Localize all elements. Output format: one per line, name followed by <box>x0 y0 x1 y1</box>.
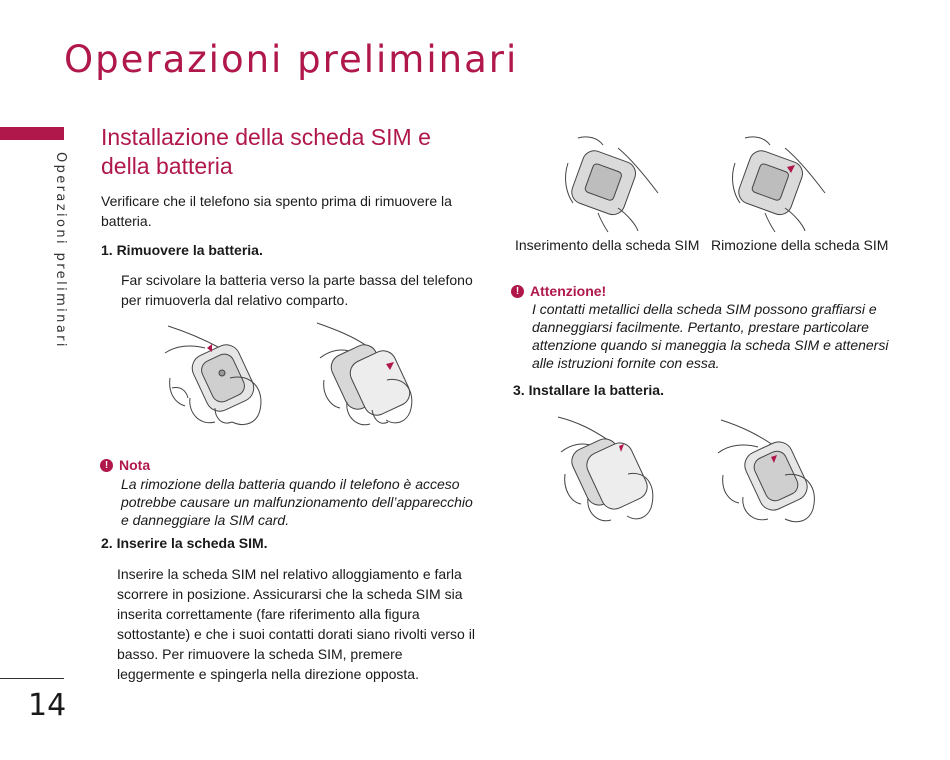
battery-removal-illustration-1 <box>160 318 280 433</box>
step-2-text: Inserire la scheda SIM nel relativo alloggiamento e farla scorrere in posizione. Assicurarsi che la scheda SIM sia inserita correttamente (fare riferimento alla figura sottostante) e che i suoi contatti dorati siano rivolti verso il basso. Per rimuovere la scheda SIM, premere leggermente e spingerla nella direzione opposta. <box>117 566 475 682</box>
caption-sim-remove: Rimozione della scheda SIM <box>711 237 889 253</box>
attention-heading <box>511 283 606 299</box>
battery-install-illustration-2 <box>713 415 825 530</box>
battery-removal-illustration-2 <box>312 318 422 433</box>
note-text: La rimozione della batteria quando il telefono è acceso potrebbe causare un malfunzionamento dell’apparecchio e danneggiare la SIM card. <box>121 476 473 528</box>
warning-icon: ! <box>100 459 113 472</box>
page-title: Operazioni preliminari <box>64 38 519 81</box>
step-1-heading: 1. Rimuovere la batteria. <box>101 242 263 258</box>
intro-text: Verificare che il telefono sia spento prima di rimuovere la batteria. <box>101 193 452 229</box>
attention-heading-label: Attenzione! <box>530 283 607 299</box>
footer-divider <box>0 678 64 679</box>
warning-icon: ! <box>511 285 524 298</box>
step-2-heading: 2. Inserire la scheda SIM. <box>101 535 268 551</box>
sim-insert-illustration <box>558 133 663 233</box>
step-3-heading: 3. Installare la batteria. <box>513 382 664 398</box>
side-section-label: Operazioni preliminari <box>53 152 68 349</box>
step-1-text: Far scivolare la batteria verso la parte bassa del telefono per rimuoverla dal relativo comparto. <box>121 272 473 308</box>
section-title: Installazione della scheda SIM e della batteria <box>101 124 431 179</box>
note-heading <box>100 457 150 473</box>
side-accent-bar <box>0 127 64 140</box>
battery-install-illustration-1 <box>553 412 663 530</box>
attention-text: I contatti metallici della scheda SIM possono graffiarsi e danneggiarsi facilmente. Pertanto, prestare particolare attenzione quando si maneggia la scheda SIM e attenersi alle istruzioni fornite con essa. <box>532 301 889 371</box>
sim-remove-illustration <box>725 133 830 233</box>
caption-sim-insert: Inserimento della scheda SIM <box>515 237 700 253</box>
page-number: 14 <box>28 688 67 723</box>
note-heading-label: Nota <box>119 457 151 473</box>
